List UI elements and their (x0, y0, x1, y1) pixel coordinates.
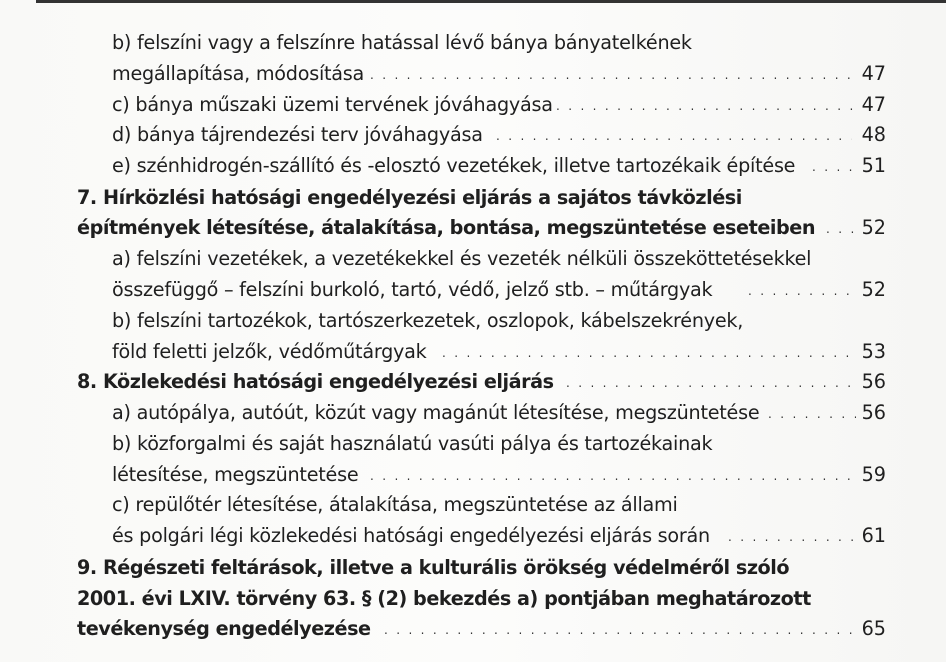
dot-leader (496, 120, 852, 152)
toc-chapter-heading (0, 614, 900, 644)
toc-chapter-heading (0, 584, 900, 614)
toc-entry-text: és polgári légi közlekedési hatósági engedélyezési eljárás során (112, 524, 710, 547)
toc-entry-text: 7. Hírközlési hatósági engedélyezési eljárás a sajátos távközlési (77, 186, 742, 209)
dot-leader (370, 460, 856, 492)
toc-entry (0, 28, 900, 58)
toc-entry-text: 9. Régészeti feltárások, illetve a kulturális örökség védelméről szóló (77, 556, 790, 579)
toc-entry-text: b) felszíni tartozékok, tartószerkezetek, oszlopok, kábelszekrények, (112, 309, 744, 332)
toc-entry (0, 244, 900, 274)
toc-entry (0, 460, 900, 490)
toc-page-number: 53 (861, 340, 886, 363)
dot-leader (556, 90, 856, 122)
toc-entry (0, 490, 900, 520)
toc-entry (0, 521, 900, 551)
toc-entry-text: b) felszíni vagy a felszínre hatással lévő bánya bányatelkének (112, 31, 692, 54)
toc-entry-text: létesítése, megszüntetése (112, 463, 359, 486)
toc-entry-text: b) közforgalmi és saját használatú vasúti pálya és tartozékainak (112, 432, 713, 455)
toc-entry-text: e) szénhidrogén-szállító és -elosztó vezetékek, illetve tartozékaik építése (112, 154, 796, 177)
toc-chapter-heading (0, 183, 900, 213)
dot-leader (566, 367, 856, 399)
toc-entry (0, 120, 900, 150)
toc-chapter-heading (0, 367, 900, 397)
toc-entry-text: föld feletti jelzők, védőműtárgyak (112, 340, 427, 363)
toc-page-number: 56 (861, 401, 886, 424)
toc-entry-text: összefüggő – felszíni burkoló, tartó, védő, jelző stb. – műtárgyak (112, 278, 713, 301)
toc-entry-text: a) felszíni vezetékek, a vezetékekkel és vezeték nélküli összeköttetésekkel (112, 247, 812, 270)
toc-entry (0, 151, 900, 181)
toc-page-number: 56 (861, 370, 886, 393)
dot-leader (812, 151, 856, 183)
dot-leader (826, 213, 858, 245)
toc-entry-text: c) bánya műszaki üzemi tervének jóváhagyása (112, 93, 553, 116)
toc-page-number: 65 (861, 617, 886, 640)
toc-entry-text: d) bánya tájrendezési terv jóváhagyása (112, 123, 483, 146)
toc-entry (0, 429, 900, 459)
toc-entry-text: megállapítása, módosítása (112, 62, 365, 85)
toc-entry-text: tevékenység engedélyezése (77, 617, 371, 640)
dot-leader (768, 398, 856, 430)
toc-entry (0, 398, 900, 428)
toc-entry-text: építmények létesítése, átalakítása, bontása, megszüntetése eseteiben (77, 216, 816, 239)
dot-leader (370, 59, 856, 91)
toc-entry (0, 306, 900, 336)
toc-page-number: 47 (861, 62, 886, 85)
dot-leader (384, 614, 856, 646)
dot-leader (748, 275, 856, 307)
toc-entry-text: a) autópálya, autóút, közút vagy magánút létesítése, megszüntetése (112, 401, 760, 424)
dot-leader (442, 337, 856, 369)
toc-page-number: 61 (861, 524, 886, 547)
toc-page-number: 47 (861, 93, 886, 116)
toc-entry (0, 275, 900, 305)
top-rule (36, 0, 946, 3)
dot-leader (728, 521, 856, 553)
toc-chapter-heading (0, 213, 900, 243)
toc-chapter-heading (0, 553, 900, 583)
toc-page-number: 52 (861, 216, 886, 239)
toc-entry-text: 2001. évi LXIV. törvény 63. § (2) bekezdés a) pontjában meghatározott (77, 587, 811, 610)
toc-entry (0, 337, 900, 367)
toc-page-number: 59 (861, 463, 886, 486)
toc-page-number: 48 (861, 123, 886, 146)
toc-entry (0, 90, 900, 120)
toc-page-number: 51 (861, 154, 886, 177)
toc-entry-text: c) repülőtér létesítése, átalakítása, megszüntetése az állami (112, 493, 678, 516)
toc-page-number: 52 (861, 278, 886, 301)
toc-entry (0, 59, 900, 89)
toc-entry-text: 8. Közlekedési hatósági engedélyezési eljárás (77, 370, 554, 393)
